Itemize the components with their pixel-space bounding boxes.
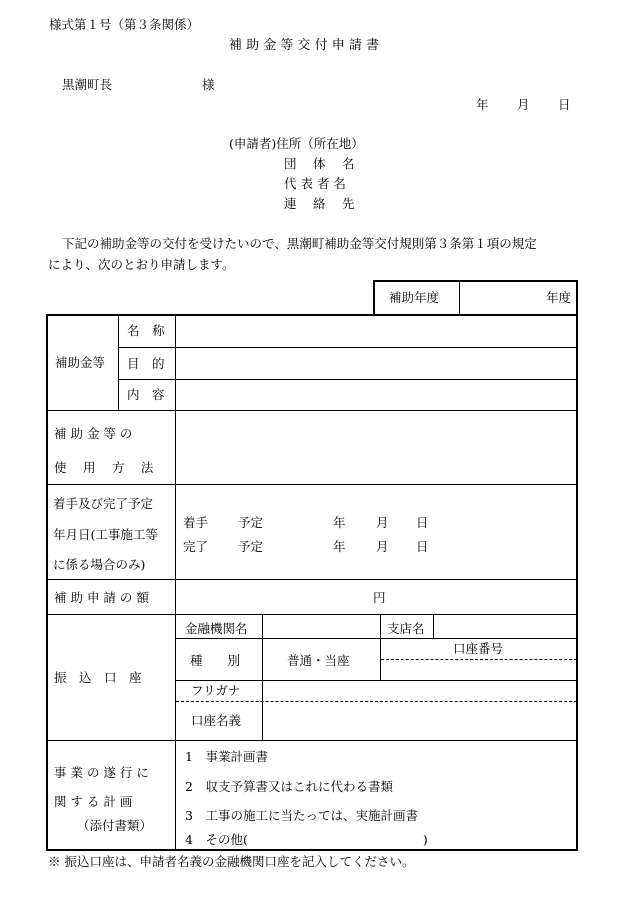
amount-label: 補 助 申 請 の 額 [54,590,149,605]
rule [47,579,577,580]
rule [373,280,375,315]
rule [373,280,578,282]
fiscal-year-unit: 年度 [546,290,572,305]
plan-label-line-3: （添付書類） [77,818,153,833]
bank-name-label: 金融機関名 [185,621,248,636]
addressee: 黒潮町長 [62,77,113,92]
account-type-label: 種 別 [190,653,241,668]
usage-label-line-2: 使 用 方 法 [54,460,154,475]
rule [262,615,263,740]
date-day-label: 日 [558,97,571,112]
intro-line-2: により、次のとおり申請します。 [48,257,235,272]
end-day-label: 日 [416,539,429,554]
subsidy-name-label: 名 称 [127,323,165,338]
end-month-label: 月 [376,539,389,554]
plan-label-line-2: 関 す る 計 画 [54,794,133,809]
start-label: 着手 [183,515,209,530]
account-type-value: 普通・当座 [287,653,350,668]
rule [118,315,119,410]
rule [118,379,577,380]
rule [176,638,577,639]
schedule-label-line-1: 着手及び完了予定 [53,496,154,511]
rule [47,614,577,615]
schedule-label-line-2: 年月日(工事施工等 [53,527,158,542]
fiscal-year-label: 補助年度 [389,290,440,305]
start-year-label: 年 [333,515,346,530]
subsidy-purpose-label: 目 的 [127,356,165,371]
dashed-rule [176,701,577,702]
subsidy-label: 補助金等 [55,355,106,370]
applicant-rep-label: 代 表 者 名 [284,176,346,191]
rule [576,280,578,851]
rule [46,314,578,316]
rule [433,615,434,638]
rule [46,849,578,851]
applicant-org-label: 団 体 名 [284,156,355,171]
date-month-label: 月 [517,97,530,112]
applicant-contact-label: 連 絡 先 [284,196,355,211]
attachment-item: 3 工事の施工に当たっては、実施計画書 [185,808,418,823]
rule [380,615,381,680]
intro-line-1: 下記の補助金等の交付を受けたいので、黒潮町補助金等交付規則第３条第１項の規定 [62,236,537,251]
applicant-address-label: (申請者)住所（所在地） [229,136,364,151]
end-year-label: 年 [333,539,346,554]
account-holder-label: 口座名義 [191,713,242,728]
plan-label-line-1: 事 業 の 遂 行 に [54,765,149,780]
account-number-label: 口座番号 [453,641,504,656]
form-title: 補 助 金 等 交 付 申 請 書 [229,38,380,53]
honorific: 様 [202,77,215,92]
schedule-label-line-3: に係る場合のみ) [53,557,146,572]
start-day-label: 日 [416,515,429,530]
end-label: 完了 [183,539,209,554]
attachment-item: 4 その他( ) [185,832,428,847]
form-number: 様式第１号（第３条関係） [49,17,200,32]
bank-account-label: 振 込 口 座 [54,670,142,685]
rule [47,740,577,741]
rule [175,315,176,850]
amount-unit: 円 [373,590,386,605]
rule [47,484,577,485]
usage-label-line-1: 補 助 金 等 の [54,426,133,441]
start-planned-label: 予定 [238,515,264,530]
start-month-label: 月 [376,515,389,530]
rule [459,281,460,314]
date-year-label: 年 [476,97,489,112]
attachment-item: 2 収支予算書又はこれに代わる書類 [185,779,393,794]
rule [47,410,577,411]
end-planned-label: 予定 [238,539,264,554]
rule [46,314,48,851]
rule [118,347,577,348]
furigana-label: フリガナ [191,683,241,698]
attachment-item: 1 事業計画書 [185,749,268,764]
dashed-rule [381,659,577,660]
branch-label: 支店名 [387,621,425,636]
rule [176,680,577,681]
footer-note: ※ 振込口座は、申請者名義の金融機関口座を記入してください。 [48,854,415,869]
subsidy-content-label: 内 容 [127,387,165,402]
